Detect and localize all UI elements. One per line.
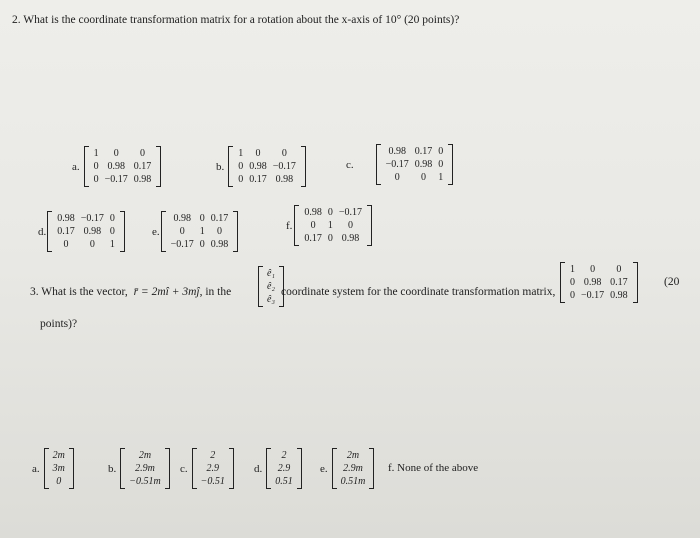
q3-vector-b bbox=[120, 448, 169, 489]
matrix-cell: 0.17 bbox=[610, 277, 628, 288]
matrix-cell: 0 bbox=[109, 213, 115, 224]
matrix-cell: −0.17 bbox=[80, 213, 104, 224]
matrix-cell: 1 bbox=[570, 264, 575, 275]
matrix-cell: 0.98 bbox=[583, 277, 602, 288]
matrix-cell: −0.17 bbox=[385, 159, 409, 170]
matrix-cell: 1 bbox=[93, 148, 99, 159]
matrix-cell: 0.98 bbox=[610, 290, 628, 301]
matrix-cell: 0 bbox=[93, 161, 99, 172]
vector-cell: 0 bbox=[56, 476, 62, 487]
q3-points-b: points)? bbox=[40, 318, 78, 330]
matrix-cell: 0 bbox=[238, 161, 244, 172]
option-label: c. bbox=[346, 158, 354, 171]
matrix-cell: 0 bbox=[109, 226, 115, 237]
q2-option-d[interactable] bbox=[38, 211, 125, 252]
matrix-cell: 0 bbox=[438, 146, 444, 157]
matrix-cell: 0.17 bbox=[133, 161, 152, 172]
matrix-cell: 0.98 bbox=[210, 239, 229, 250]
matrix-cell: 0 bbox=[327, 207, 333, 218]
right-bracket bbox=[301, 146, 306, 187]
matrix-cell: 0.98 bbox=[341, 233, 360, 244]
vector-cell: 3m bbox=[52, 463, 65, 474]
right-bracket bbox=[120, 211, 125, 252]
right-bracket bbox=[156, 146, 161, 187]
vector-cells bbox=[263, 266, 279, 307]
right-bracket bbox=[448, 144, 453, 185]
vector-cell: −0.51m bbox=[129, 476, 161, 487]
q3-option-f[interactable]: f. None of the above bbox=[388, 462, 479, 474]
question-2-text: 2. What is the coordinate transformation matrix for a rotation about the x-axis of 10° (20 points)? bbox=[12, 14, 460, 26]
vector-cell: 0.51 bbox=[275, 476, 293, 487]
matrix-cell: 0 bbox=[255, 148, 261, 159]
q3-option-d[interactable] bbox=[254, 448, 302, 489]
q3-transformation-matrix bbox=[560, 262, 638, 308]
q2-option-b[interactable] bbox=[216, 146, 306, 187]
matrix-cell: −0.17 bbox=[104, 174, 128, 185]
matrix-cells bbox=[565, 262, 633, 303]
vector-cell: 2m bbox=[346, 450, 360, 461]
matrix-cell: 0 bbox=[199, 239, 205, 250]
matrix-cell: 1 bbox=[199, 226, 205, 237]
vector-cell: ê₁ bbox=[267, 268, 275, 279]
option-label: a. bbox=[72, 160, 80, 173]
q3-vector-d bbox=[266, 448, 302, 489]
matrix-cell: 0.98 bbox=[107, 161, 125, 172]
option-label: b. bbox=[216, 160, 225, 173]
vector-cells bbox=[337, 448, 370, 489]
q2-matrix-c bbox=[376, 144, 454, 185]
right-bracket bbox=[369, 448, 374, 489]
vector-cell: 2 bbox=[210, 450, 216, 461]
option-label: e. bbox=[152, 225, 160, 238]
q3-text-after: coordinate system for the coordinate transformation matrix, bbox=[281, 286, 556, 298]
matrix-cell: 0 bbox=[199, 213, 205, 224]
q3-vector-a bbox=[44, 448, 74, 489]
matrix-cell: −0.17 bbox=[170, 239, 194, 250]
matrix-cell: 0.17 bbox=[249, 174, 267, 185]
vector-cells bbox=[49, 448, 69, 489]
matrix-cell: 1 bbox=[109, 239, 115, 250]
q3-option-e[interactable] bbox=[320, 448, 374, 489]
matrix-cell: 1 bbox=[327, 220, 333, 231]
matrix-cell: 0 bbox=[63, 239, 69, 250]
vector-cell: 2.9 bbox=[277, 463, 291, 474]
q3-option-b[interactable] bbox=[108, 448, 170, 489]
matrix-cells bbox=[166, 211, 234, 252]
option-label: e. bbox=[320, 462, 328, 475]
matrix-cell: 0 bbox=[179, 226, 185, 237]
q3-vector-expression: r̄ = 2mî + 3mĵ bbox=[133, 286, 200, 298]
right-bracket bbox=[633, 262, 638, 303]
q3-text-before: 3. What is the vector, bbox=[30, 286, 128, 298]
vector-cell: ê₃ bbox=[267, 294, 275, 305]
right-bracket bbox=[69, 448, 74, 489]
matrix-cell: 0 bbox=[570, 290, 575, 301]
vector-cell: 2.9m bbox=[135, 463, 155, 474]
matrix-cell: 0 bbox=[217, 226, 223, 237]
matrix-cell: 0.98 bbox=[133, 174, 152, 185]
matrix-cell: −0.17 bbox=[272, 161, 296, 172]
matrix-cells bbox=[233, 146, 301, 187]
matrix-cells bbox=[381, 144, 449, 185]
matrix-cell: 0.17 bbox=[304, 233, 322, 244]
matrix-cell: 0 bbox=[590, 264, 596, 275]
right-bracket bbox=[297, 448, 302, 489]
q2-matrix-b bbox=[228, 146, 306, 187]
matrix-cell: 0.98 bbox=[249, 161, 267, 172]
matrix-cell: 0.98 bbox=[173, 213, 191, 224]
matrix-cell: 0.17 bbox=[210, 213, 229, 224]
matrix-cell: −0.17 bbox=[581, 290, 605, 301]
vector-cell: 2.9m bbox=[343, 463, 363, 474]
q2-option-e[interactable] bbox=[152, 211, 238, 252]
matrix-cell: 0.98 bbox=[83, 226, 102, 237]
matrix-cells bbox=[52, 211, 120, 252]
matrix-cell: 1 bbox=[238, 148, 244, 159]
matrix-cell: 0 bbox=[238, 174, 244, 185]
right-bracket bbox=[367, 205, 372, 246]
matrix-cells bbox=[299, 205, 367, 246]
vector-cell: 2.9 bbox=[206, 463, 220, 474]
right-bracket bbox=[229, 448, 234, 489]
vector-cells bbox=[125, 448, 164, 489]
vector-cell: 2 bbox=[281, 450, 287, 461]
matrix-cell: 0 bbox=[89, 239, 95, 250]
matrix-cell: 0.98 bbox=[275, 174, 294, 185]
matrix-cell: 0.98 bbox=[57, 213, 75, 224]
matrix-cell: 0.98 bbox=[388, 146, 406, 157]
matrix-cell: 0 bbox=[438, 159, 444, 170]
option-label: d. bbox=[38, 225, 47, 238]
right-bracket bbox=[233, 211, 238, 252]
matrix-cell: 0 bbox=[113, 148, 119, 159]
right-bracket bbox=[165, 448, 170, 489]
q2-option-a[interactable] bbox=[72, 146, 161, 187]
option-label: d. bbox=[254, 462, 263, 475]
option-label: c. bbox=[180, 462, 188, 475]
q2-matrix-d bbox=[47, 211, 125, 252]
vector-cell: ê₂ bbox=[267, 281, 275, 292]
matrix-cell: 0 bbox=[394, 172, 400, 183]
q3-text-in-the: , in the bbox=[199, 286, 232, 298]
matrix-cell: 0.98 bbox=[304, 207, 322, 218]
matrix-cell: 0.17 bbox=[414, 146, 433, 157]
q2-option-c[interactable] bbox=[346, 144, 453, 185]
vector-cells bbox=[197, 448, 229, 489]
matrix-cell: 0 bbox=[310, 220, 316, 231]
q3-vector-e bbox=[332, 448, 375, 489]
q3-matrix bbox=[560, 262, 638, 303]
matrix-cell: 0 bbox=[616, 264, 622, 275]
vector-cell: 2m bbox=[52, 450, 65, 461]
matrix-cell: 0 bbox=[327, 233, 333, 244]
option-label: b. bbox=[108, 462, 117, 475]
q3-points-a: (20 bbox=[664, 276, 680, 288]
vector-cell: 2m bbox=[138, 450, 152, 461]
option-label: a. bbox=[32, 462, 40, 475]
matrix-cell: 0 bbox=[421, 172, 427, 183]
option-label: f. bbox=[286, 219, 293, 232]
matrix-cell: 0.17 bbox=[57, 226, 75, 237]
matrix-cell: 0 bbox=[93, 174, 99, 185]
q2-matrix-e bbox=[161, 211, 239, 252]
vector-cells bbox=[271, 448, 297, 489]
q2-matrix-a bbox=[84, 146, 162, 187]
q3-option-c[interactable] bbox=[180, 448, 234, 489]
q3-option-a[interactable] bbox=[32, 448, 74, 489]
q3-vector-c bbox=[192, 448, 234, 489]
matrix-cell: 0 bbox=[140, 148, 146, 159]
matrix-cell: 0.98 bbox=[414, 159, 433, 170]
matrix-cell: 0 bbox=[347, 220, 353, 231]
question-3-intro bbox=[30, 286, 231, 298]
matrix-cell: 0 bbox=[281, 148, 287, 159]
vector-cell: 0.51m bbox=[340, 476, 366, 487]
vector-cell: −0.51 bbox=[200, 476, 225, 487]
matrix-cell: 0 bbox=[570, 277, 575, 288]
matrix-cell: −0.17 bbox=[338, 207, 363, 218]
matrix-cell: 1 bbox=[438, 172, 444, 183]
q2-option-f[interactable] bbox=[286, 205, 372, 246]
matrix-cells bbox=[89, 146, 157, 187]
q2-matrix-f bbox=[294, 205, 372, 246]
